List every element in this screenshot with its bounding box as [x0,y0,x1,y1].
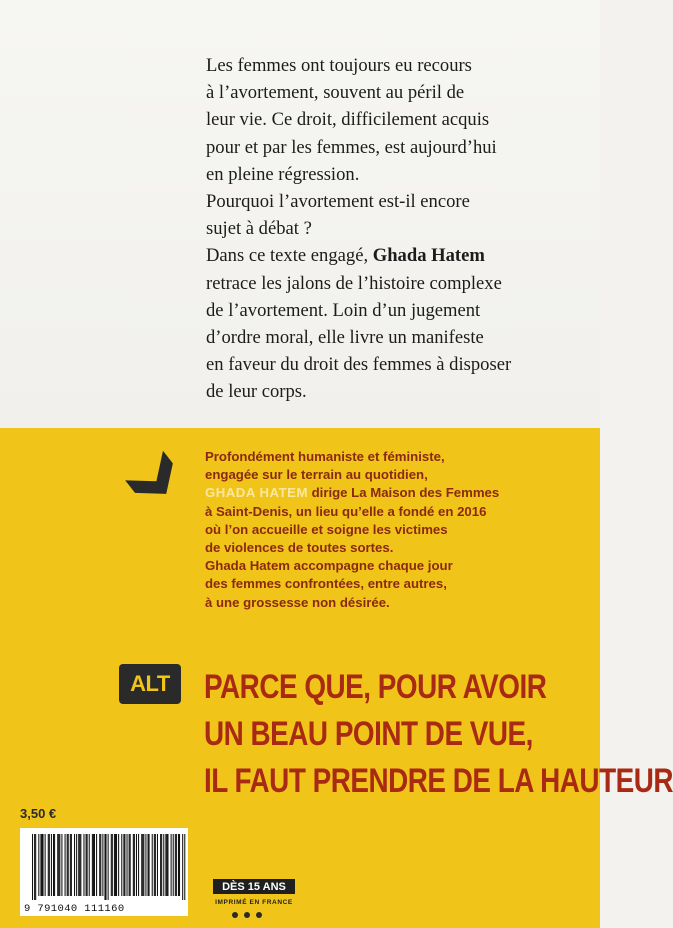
barcode-bar [167,834,168,896]
barcode-bars [32,834,178,900]
upper-panel [0,0,600,428]
barcode-bar [163,834,164,896]
barcode-bar [130,834,131,896]
bio-line: Profondément humaniste et féministe, [205,449,445,464]
barcode-bar [80,834,81,896]
barcode-bar [57,834,58,896]
barcode-bar [58,834,59,896]
barcode-bar [100,834,101,896]
author-bio [205,448,565,612]
barcode-bar [32,834,33,900]
barcode-bar [78,834,79,896]
barcode-bar [76,834,77,896]
bio-line: des femmes confrontées, entre autres, [205,576,447,592]
barcode-bar [112,834,113,896]
blurb-line: en faveur du droit des femmes à disposer [206,354,512,376]
barcode-bar [79,834,80,896]
bio-line: de violences de toutes sortes. [205,540,394,556]
barcode-bar [106,834,107,900]
dot [244,912,250,918]
barcode-bar [61,834,62,896]
bio-line [205,484,565,502]
barcode-bar [48,834,49,896]
barcode-bar [34,834,35,900]
blurb-line: à l’avortement, souvent au péril de [206,82,465,104]
bio-line: à Saint-Denis, un lieu qu’elle a fondé en 2016 [205,503,487,519]
publisher-slogan [204,664,673,805]
barcode-bar [65,834,66,896]
barcode-bar [108,834,109,900]
author-name: Ghada Hatem [372,245,485,267]
barcode-bar [41,834,42,896]
blurb-line: de l’avortement. Loin d’un jugement [206,299,481,321]
barcode-bar [138,834,139,896]
barcode-bar [143,834,144,896]
barcode-bar [86,834,87,896]
barcode-bar [142,834,143,896]
barcode-bar [49,834,50,896]
barcode-bar [83,834,84,896]
barcode-bar [99,834,100,896]
barcode-bar [157,834,158,896]
barcode-bar [152,834,153,896]
barcode-bar [111,834,112,896]
barcode-bar [141,834,142,896]
bio-line: où l’on accueille et soigne les victimes [205,521,448,537]
three-dots-icon [232,912,262,918]
barcode-bar [35,834,36,900]
bio-text: dirige La Maison des Femmes [307,485,500,501]
barcode-bar [129,834,130,896]
barcode-bar [116,834,117,896]
barcode-bar [121,834,122,896]
barcode-bar [134,834,135,896]
barcode-bar [115,834,116,896]
barcode-bar [87,834,88,896]
barcode-bar [165,834,166,896]
barcode-bar [43,834,44,896]
author-name-highlight: GHADA HATEM [205,485,308,501]
imprint-label: IMPRIMÉ EN FRANCE [215,899,293,906]
age-badge: DÈS 15 ANS [213,879,295,894]
blurb-line: Pourquoi l’avortement est-il encore [206,191,470,213]
slogan-line: PARCE QUE, POUR AVOIR [204,668,547,706]
barcode-bar [51,834,52,896]
back-cover-blurb [206,52,566,406]
barcode-bar [136,834,137,896]
barcode-bar [178,834,179,896]
blurb-line: leur vie. Ce droit, difficilement acquis [206,109,490,131]
bio-line: à une grossesse non désirée. [205,594,390,610]
barcode-bar [59,834,60,896]
barcode-bar [38,834,39,896]
barcode-bar [145,834,146,896]
blurb-line [206,242,566,269]
dot [232,912,238,918]
blurb-line: retrace les jalons de l’histoire complexe [206,272,502,294]
price-label: 3,50 € [20,806,57,821]
barcode-bar [70,834,71,896]
barcode [20,828,188,916]
barcode-bar [154,834,155,896]
dot [256,912,262,918]
barcode-bar [161,834,162,896]
barcode-bar [93,834,94,896]
publisher-logo: ALT [119,664,181,704]
barcode-bar [89,834,90,896]
barcode-bar [166,834,167,896]
blurb-line: en pleine régression. [206,163,360,185]
barcode-bar [175,834,176,896]
barcode-bar [94,834,95,896]
blurb-line: pour et par les femmes, est aujourd’hui [206,136,497,158]
blurb-line: de leur corps. [206,381,307,403]
blurb-line: Les femmes ont toujours eu recours [206,55,472,76]
barcode-bar [53,834,54,896]
barcode-bar [114,834,115,896]
barcode-bar [124,834,125,896]
blurb-line: d’ordre moral, elle livre un manifeste [206,327,484,349]
barcode-bar [118,834,119,896]
barcode-bar [123,834,124,896]
barcode-bar [182,834,183,900]
isbn-digits: 9 791040 111160 [24,903,125,915]
barcode-bar [179,834,180,896]
barcode-bar [45,834,46,896]
barcode-bar [133,834,134,896]
blurb-text: Dans ce texte engagé, [206,245,373,267]
barcode-bar [149,834,150,896]
barcode-bar [96,834,97,896]
barcode-bar [171,834,172,896]
barcode-bar [74,834,75,896]
barcode-bar [184,834,185,900]
slogan-line: UN BEAU POINT DE VUE, [204,715,533,753]
barcode-bar [40,834,41,896]
barcode-bar [92,834,93,896]
barcode-bar [160,834,161,896]
slogan-line: IL FAUT PRENDRE DE LA HAUTEUR [204,762,673,800]
barcode-bar [67,834,68,896]
barcode-bar [102,834,103,896]
barcode-bar [148,834,149,896]
barcode-bar [54,834,55,896]
barcode-bar [68,834,69,896]
barcode-bar [127,834,128,896]
barcode-bar [71,834,72,896]
barcode-bar [155,834,156,896]
blurb-line: sujet à débat ? [206,218,312,240]
chevron-arrow-icon [130,452,194,512]
bio-line: engagée sur le terrain au quotidien, [205,467,428,483]
barcode-bar [173,834,174,896]
barcode-bar [104,834,105,900]
barcode-bar [176,834,177,896]
bio-line: Ghada Hatem accompagne chaque jour [205,558,453,574]
